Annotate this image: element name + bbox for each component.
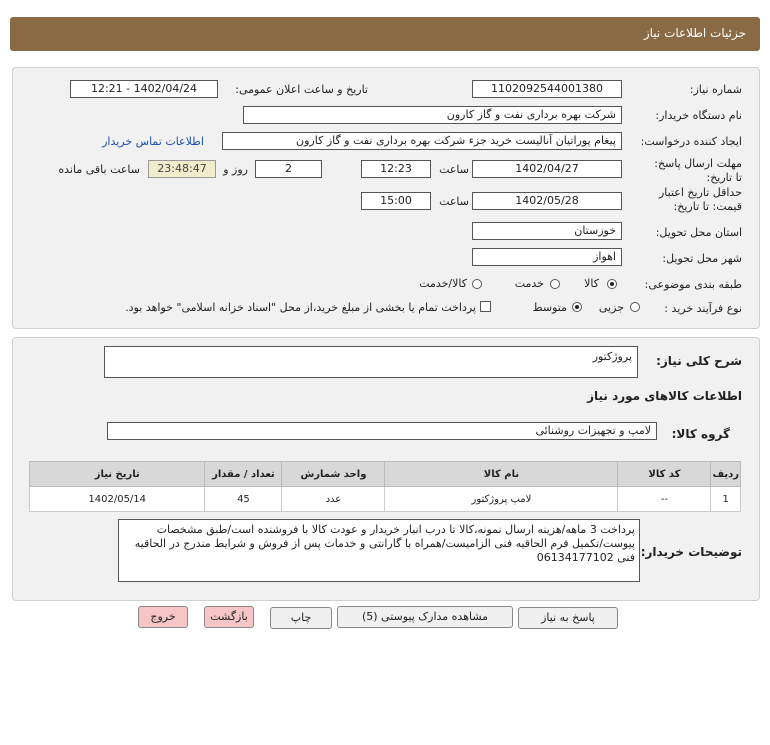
buyer-notes-label: توضیحات خریدار: (640, 545, 742, 559)
category-radio-goods-service[interactable] (472, 279, 482, 289)
process-option-minor: جزیی (598, 301, 624, 314)
process-option-medium: متوسط (532, 301, 567, 314)
reply-deadline-label: مهلت ارسال پاسخ: تا تاریخ: (654, 157, 742, 184)
process-radio-minor[interactable] (630, 302, 640, 312)
goods-group-field: لامپ و تجهیزات روشنائی (107, 422, 657, 440)
validity-time-field: 15:00 (361, 192, 431, 210)
requester-field: پیغام پوراتیان آنالیست خرید جزء شرکت بهره برداری نفت و گاز کارون (222, 132, 622, 150)
process-radio-medium[interactable] (572, 302, 582, 312)
cell-code: -- (618, 487, 711, 512)
cell-name: لامپ پروژکتور (385, 487, 618, 512)
category-option-goods-service: کالا/خدمت (419, 277, 467, 290)
col-name-header: نام کالا (385, 462, 618, 487)
cell-date: 1402/05/14 (30, 487, 205, 512)
col-unit-header: واحد شمارش (282, 462, 385, 487)
goods-table-header (30, 462, 741, 487)
city-field: اهواز (472, 248, 622, 266)
back-button[interactable]: بازگشت (204, 606, 254, 628)
goods-info-heading: اطلاعات کالاهای مورد نیاز (587, 389, 742, 403)
requester-label: ایجاد کننده درخواست: (640, 135, 742, 148)
buyer-notes-field: پرداخت 3 ماهه/هزینه ارسال نمونه،کالا تا درب انبار خریدار و عودت کالا با فروشنده است/طبق مشخصات پیوست/تکمیل فرم الحاقیه فنی الزامیست/همراه با گارانتی و خدمات پس از فروش و شرایط مندرج در الحاقیه فنی 06134177102 (118, 519, 640, 582)
announce-datetime-label: تاریخ و ساعت اعلان عمومی: (235, 83, 368, 96)
view-attachments-button[interactable]: مشاهده مدارک پیوستی (5) (337, 606, 513, 628)
exit-button[interactable]: خروج (138, 606, 188, 628)
col-row-header: ردیف (711, 462, 741, 487)
days-and-label: روز و (223, 163, 248, 176)
title-bar (10, 17, 760, 51)
validity-date-field: 1402/05/28 (472, 192, 622, 210)
treasury-payment-checkbox[interactable] (480, 301, 491, 312)
remaining-timer: 23:48:47 (148, 160, 216, 178)
col-date-header: تاریخ نیاز (30, 462, 205, 487)
category-radio-goods[interactable] (607, 279, 617, 289)
cell-row: 1 (711, 487, 741, 512)
page-title: جزئیات اطلاعات نیاز (643, 26, 746, 40)
print-button[interactable]: چاپ (270, 607, 332, 629)
reply-date-field: 1402/04/27 (472, 160, 622, 178)
days-field: 2 (255, 160, 322, 178)
need-number-field: 1102092544001380 (472, 80, 622, 98)
announce-datetime-field: 1402/04/24 - 12:21 (70, 80, 218, 98)
category-option-service: خدمت (514, 277, 544, 290)
validity-time-label: ساعت (439, 195, 469, 208)
goods-group-label: گروه کالا: (671, 427, 730, 441)
category-option-goods: کالا (584, 277, 599, 290)
treasury-payment-note: پرداخت تمام یا بخشی از مبلغ خرید،از محل "اسناد خزانه اسلامی" خواهد بود. (125, 301, 476, 314)
province-label: استان محل تحویل: (655, 226, 742, 239)
process-type-label: نوع فرآیند خرید : (664, 302, 742, 315)
general-desc-label: شرح کلی نیاز: (656, 354, 742, 368)
cell-qty: 45 (205, 487, 282, 512)
reply-button[interactable]: پاسخ به نیاز (518, 607, 618, 629)
price-validity-label: حداقل تاریخ اعتبار قیمت: تا تاریخ: (658, 186, 742, 213)
col-code-header: کد کالا (618, 462, 711, 487)
need-number-label: شماره نیاز: (689, 83, 742, 96)
city-label: شهر محل تحویل: (662, 252, 742, 265)
reply-time-field: 12:23 (361, 160, 431, 178)
buyer-org-field: شرکت بهره برداری نفت و گاز کارون (243, 106, 622, 124)
buyer-contact-link[interactable]: اطلاعات تماس خریدار (102, 135, 204, 148)
col-qty-header: تعداد / مقدار (205, 462, 282, 487)
buyer-org-label: نام دستگاه خریدار: (655, 109, 742, 122)
goods-table (29, 461, 741, 512)
remaining-label: ساعت باقی مانده (58, 163, 140, 176)
cell-unit: عدد (282, 487, 385, 512)
category-radio-service[interactable] (550, 279, 560, 289)
table-row (30, 487, 741, 512)
category-label: طبقه بندی موضوعی: (644, 278, 742, 291)
general-desc-field: پروژکتور (104, 346, 638, 378)
reply-time-label: ساعت (439, 163, 469, 176)
province-field: خوزستان (472, 222, 622, 240)
